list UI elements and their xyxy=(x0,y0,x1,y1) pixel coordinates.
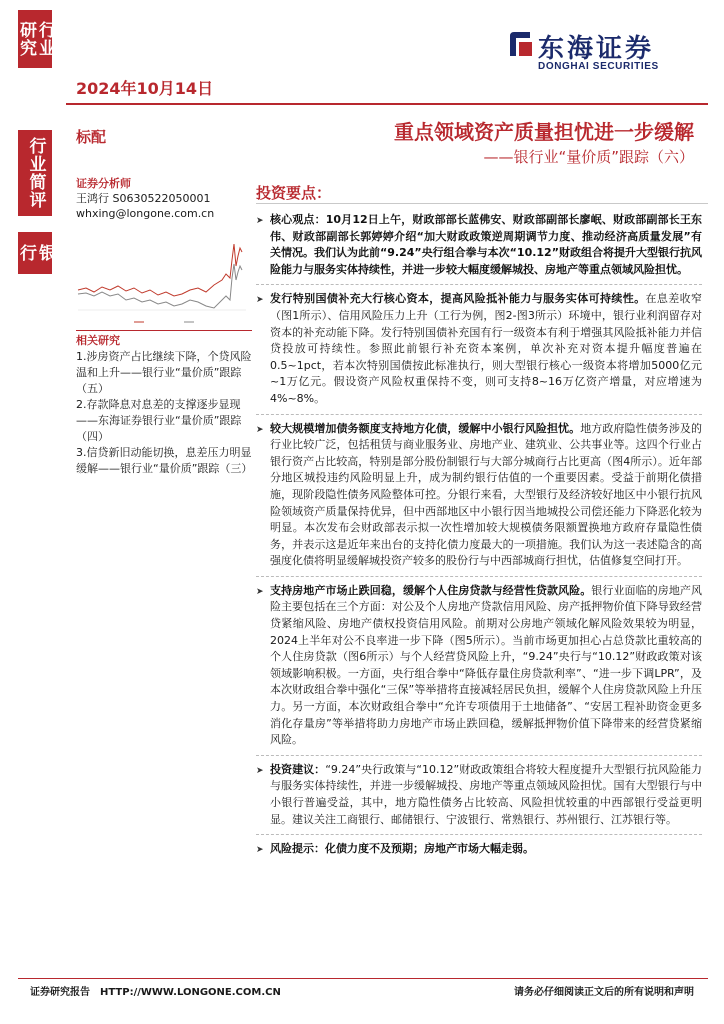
arrow-bullet-icon: ➤ xyxy=(256,216,264,226)
point-body: 在息差收窄（图1所示）、信用风险压力上升（工行为例，图2-图3所示）环境中，银行业利润留存对资本的补充动能下降。发行特别国债补充国有行一级资本有利于增强其风险抵补能力并信贷投放可持续性。参照此前银行补充资本案例，单次补充对资本提升幅度普遍在0.5~1pct，若本次特别国债按此标准执行，则大型银行核心一级资本将增加5000亿元~1万亿元。假设资产风险权重保持不变，则可支持8~16万亿资产增量，对应增速为4%~8%。 xyxy=(270,292,702,405)
company-logo xyxy=(508,28,694,78)
point-body: “9.24”央行政策与“10.12”财政政策组合将较大程度提升大型银行抗风险能力与服务实体持续性，并进一步缓解城投、房地产等重点领域风险担忧。国有大型银行与中小银行普遍受益，其中，地方隐性债务占比较高、风险担忧较重的中西部银行受益更明显。建议关注工商银行、邮储银行、宁波银行、常熟银行、苏州银行、江苏银行等。 xyxy=(270,762,702,826)
analyst-info xyxy=(76,176,246,221)
chart-series-red xyxy=(78,244,242,296)
header-divider xyxy=(66,103,708,105)
logo-text-cn: 东海证券 xyxy=(538,34,655,64)
footer-divider xyxy=(18,978,708,979)
key-points-heading: 投资要点： xyxy=(256,184,332,202)
point-investment-advice xyxy=(256,760,702,835)
arrow-bullet-icon: ➤ xyxy=(256,295,264,306)
analyst-heading: 证券分析师 xyxy=(76,177,131,190)
point-lead: 投资建议： xyxy=(270,762,326,776)
analyst-name-id: 王鸿行 S0630522050001 xyxy=(76,192,211,205)
arrow-bullet-icon: ➤ xyxy=(256,765,264,776)
point-lead: 风险提示：化债力度不及预期；房地产市场大幅走弱。 xyxy=(270,842,534,856)
point-special-bonds xyxy=(256,289,702,414)
related-item[interactable]: 3.信贷新旧动能切换，息差压力明显缓解——银行业“量价质”跟踪（三） xyxy=(76,446,253,475)
key-points-divider xyxy=(256,203,708,204)
point-core-view xyxy=(256,210,702,285)
related-heading: 相关研究 xyxy=(76,330,252,349)
point-lead: 核心观点：10月12日上午，财政部部长蓝佛安、财政部副部长廖岷、财政部副部长王东伟、财政部副部长郭婷婷介绍“加大财政政策逆周期调节力度、推动经济高质量发展”有关情况。我们认为此前“9.24”央行组合拳与本次“10.12”财政组合将提升大型银行抗风险能力与服务实体持续性，并进一步较大幅度缓解城投、房地产等重点领域风险担忧。 xyxy=(270,213,702,276)
arrow-bullet-icon: ➤ xyxy=(256,424,264,435)
key-points-list xyxy=(256,210,702,869)
point-body: 地方政府隐性债务涉及的行业比较广泛，包括租赁与商业服务业、房地产业、建筑业、公共事业等。这四个行业占银行资产占比较高，特别是部分股份制银行与大部分城商行占比更高（图4所示）。近年部分地区城投违约风险明显上升，成为制约银行估值的一个重要因素。受益于前期化债措施，现阶段隐性债务风险整体可控。分银行来看，大型银行及经济较好地区中小银行抗风险领域资产质量保持优异，但中西部地区中小银行因当地城投公司偿还能力下降恶化较为明显。本次发布会财政部表示拟一次性增加较大规模债务限额置换地方政府存量隐性债务，并表示这是近年来出台的支持化债力度最大的一项措施。我们认为这一表述隐含的高强度化债将明显缓解城投资产较多的股份行与中西部城商行担忧，估值修复空间打开。 xyxy=(270,421,703,568)
point-lead: 支持房地产市场止跌回稳，缓解个人住房贷款与经营性贷款风险。 xyxy=(270,583,592,597)
related-item[interactable]: 2.存款降息对息差的支撑逐步显现——东海证券银行业“量价质”跟踪（四） xyxy=(76,398,242,443)
chart-series-gray xyxy=(78,264,242,308)
point-lead: 较大规模增加债务额度支持地方化债，缓解中小银行风险担忧。 xyxy=(270,421,581,435)
tab-industry-review: 行业简评 xyxy=(18,130,52,216)
report-title: 重点领域资产质量担忧进一步缓解 xyxy=(394,120,694,144)
report-date: 2024年10月14日 xyxy=(76,79,214,98)
arrow-bullet-icon: ➤ xyxy=(256,845,264,856)
point-local-debt xyxy=(256,419,702,577)
report-subtitle: ——银行业“量价质”跟踪（六） xyxy=(483,148,694,166)
analyst-email[interactable]: whxing@longone.com.cn xyxy=(76,207,215,220)
tab-industry-research: 行业研究 xyxy=(18,10,52,68)
point-lead: 发行特别国债补充大行核心资本，提高风险抵补能力与服务实体可持续性。 xyxy=(270,292,646,306)
related-item[interactable]: 1.涉房资产占比继续下降，个贷风险温和上升——银行业“量价质”跟踪（五） xyxy=(76,350,252,395)
footer-disclaimer: 请务必仔细阅读正文后的所有说明和声明 xyxy=(514,987,694,998)
logo-text-en: DONGHAI SECURITIES xyxy=(538,61,659,72)
point-real-estate xyxy=(256,581,702,756)
logo-mark-icon xyxy=(508,30,534,58)
footer-website[interactable]: 证券研究报告 HTTP://WWW.LONGONE.COM.CN xyxy=(30,987,281,998)
tab-banking: 银行 xyxy=(18,232,52,274)
related-research xyxy=(76,330,252,477)
arrow-bullet-icon: ➤ xyxy=(256,586,264,597)
point-risk-warning xyxy=(256,839,702,865)
sector-price-chart xyxy=(74,230,250,330)
point-body: 银行业面临的房地产风险主要包括在三个方面：对公及个人房地产贷款信用风险、房产抵押物价值下降导致经营贷紧缩风险、房地产债权投资信用风险。前期对公房地产领域化解风险效果较为明显，2024上半年对公不良率进一步下降（图5所示）。当前市场更加担心占总贷款比重较高的个人住房贷款（图6所示）与个人经营贷风险上升，“9.24”央行与“10.12”财政政策对该领域影响积极。一方面，央行组合拳中“降低存量住房贷款利率”、“进一步下调LPR”，及本次财政组合拳中强化“三保”等举措将直接减轻居民负担，缓解个人住房贷款风险上升压力。另一方面，本次财政组合拳中“允许专项债用于土地储备”、“安居工程补助资金更多消化存量房”等举措将助力房地产市场止跌回稳，缓解抵押物价值下降带来的经营贷紧缩风险。 xyxy=(270,583,703,747)
rating-label: 标配 xyxy=(76,128,107,146)
